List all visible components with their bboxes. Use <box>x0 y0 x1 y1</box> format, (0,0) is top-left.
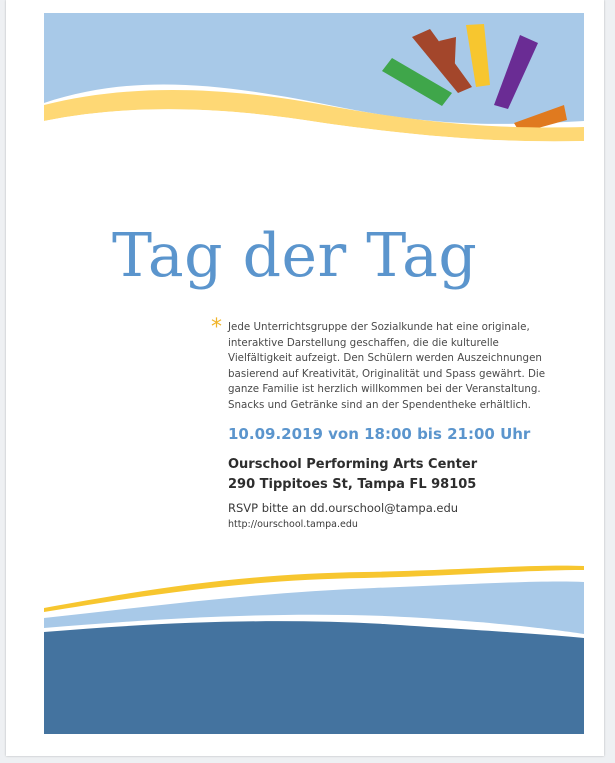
venue-address: 290 Tippitoes St, Tampa FL 98105 <box>228 477 477 492</box>
footer-deep-blue <box>44 621 584 734</box>
flyer-sheet <box>6 0 604 756</box>
header-banner-graphic <box>44 13 584 153</box>
website-link[interactable]: http://ourschool.tampa.edu <box>228 519 358 530</box>
rsvp-line: RSVP bitte an dd.ourschool@tampa.edu <box>228 501 459 515</box>
event-title: Tag der Tag <box>112 221 478 291</box>
event-datetime: 10.09.2019 von 18:00 bis 21:00 Uhr <box>228 425 531 443</box>
footer-wave-graphic <box>44 560 584 734</box>
venue-name: Ourschool Performing Arts Center <box>228 457 478 472</box>
event-description: Jede Unterrichtsgruppe der Sozialkunde hat eine originale, interaktive Darstellung geschaffen, die die kulturelle Vielfältigkeit aufzeigt. Den Schülern werden Auszeichnungen basierend auf Kreativität, Originalität und Spass gewährt. Die ganze Familie ist herzlich willkommen bei der Veranstaltung. Snacks und Getränke sind an der Spendentheke erhältlich. <box>228 321 546 411</box>
venue-block <box>228 455 477 495</box>
bullet-asterisk-icon: * <box>211 315 222 340</box>
